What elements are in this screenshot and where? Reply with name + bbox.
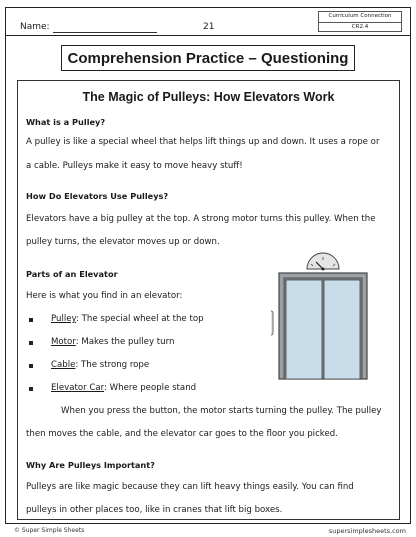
elevator-icon <box>271 249 371 381</box>
term-description: : The strong rope <box>75 360 150 370</box>
section-heading-elevators: How Do Elevators Use Pulleys? <box>26 191 169 201</box>
name-label: Name: <box>20 22 50 32</box>
curriculum-code: CR2.4 <box>351 23 369 30</box>
paragraph-line: When you press the button, the motor starts turning the pulley. The pulley <box>61 406 382 416</box>
curriculum-connection-title: Curriculum Connection <box>319 12 401 23</box>
page-number: 21 <box>203 22 215 32</box>
bullet-icon <box>29 364 33 368</box>
indicator-pivot <box>322 268 325 271</box>
term-elevator-car: Elevator Car <box>51 383 104 393</box>
bullet-icon <box>29 341 33 345</box>
curriculum-connection-box <box>318 11 402 32</box>
paragraph-line: a cable. Pulleys make it easy to move heavy stuff! <box>26 161 243 171</box>
section-heading-what-is-pulley: What is a Pulley? <box>26 117 106 127</box>
term-cable: Cable <box>51 360 76 370</box>
paragraph-line: pulleys in other places too, like in cranes that lift big boxes. <box>26 505 283 515</box>
section-heading-importance: Why Are Pulleys Important? <box>26 460 155 470</box>
paragraph-line: Pulleys are like magic because they can lift heavy things easily. You can find <box>26 482 354 492</box>
paragraph-line: Here is what you find in an elevator: <box>26 291 183 301</box>
footer-copyright: © Super Simple Sheets <box>14 527 85 534</box>
paragraph-line: A pulley is like a special wheel that helps lift things up and down. It uses a rope or <box>26 137 380 147</box>
elevator-door-right <box>324 280 360 379</box>
footer-website: supersimplesheets.com <box>328 527 406 535</box>
term-motor: Motor <box>51 337 76 347</box>
call-button-panel <box>271 311 273 335</box>
header-bar <box>6 8 410 36</box>
elevator-door-left <box>286 280 322 379</box>
name-input-line[interactable] <box>53 32 157 33</box>
story-title: The Magic of Pulleys: How Elevators Work <box>82 90 335 104</box>
paragraph-line: Elevators have a big pulley at the top. A strong motor turns this pulley. When the <box>26 214 376 224</box>
bullet-icon <box>29 387 33 391</box>
worksheet-page <box>5 7 411 524</box>
floor-indicator-icon <box>307 253 339 269</box>
term-pulley: Pulley <box>51 314 77 324</box>
bullet-icon <box>29 318 33 322</box>
paragraph-line: pulley turns, the elevator moves up or down. <box>26 237 220 247</box>
reading-passage <box>17 80 400 520</box>
paragraph-line: then moves the cable, and the elevator car goes to the floor you picked. <box>26 429 338 439</box>
page-title: Comprehension Practice – Questioning <box>61 45 355 71</box>
term-description: : The special wheel at the top <box>76 314 204 324</box>
term-description: : Where people stand <box>104 383 197 393</box>
term-description: : Makes the pulley turn <box>75 337 175 347</box>
section-heading-parts: Parts of an Elevator <box>26 269 118 279</box>
